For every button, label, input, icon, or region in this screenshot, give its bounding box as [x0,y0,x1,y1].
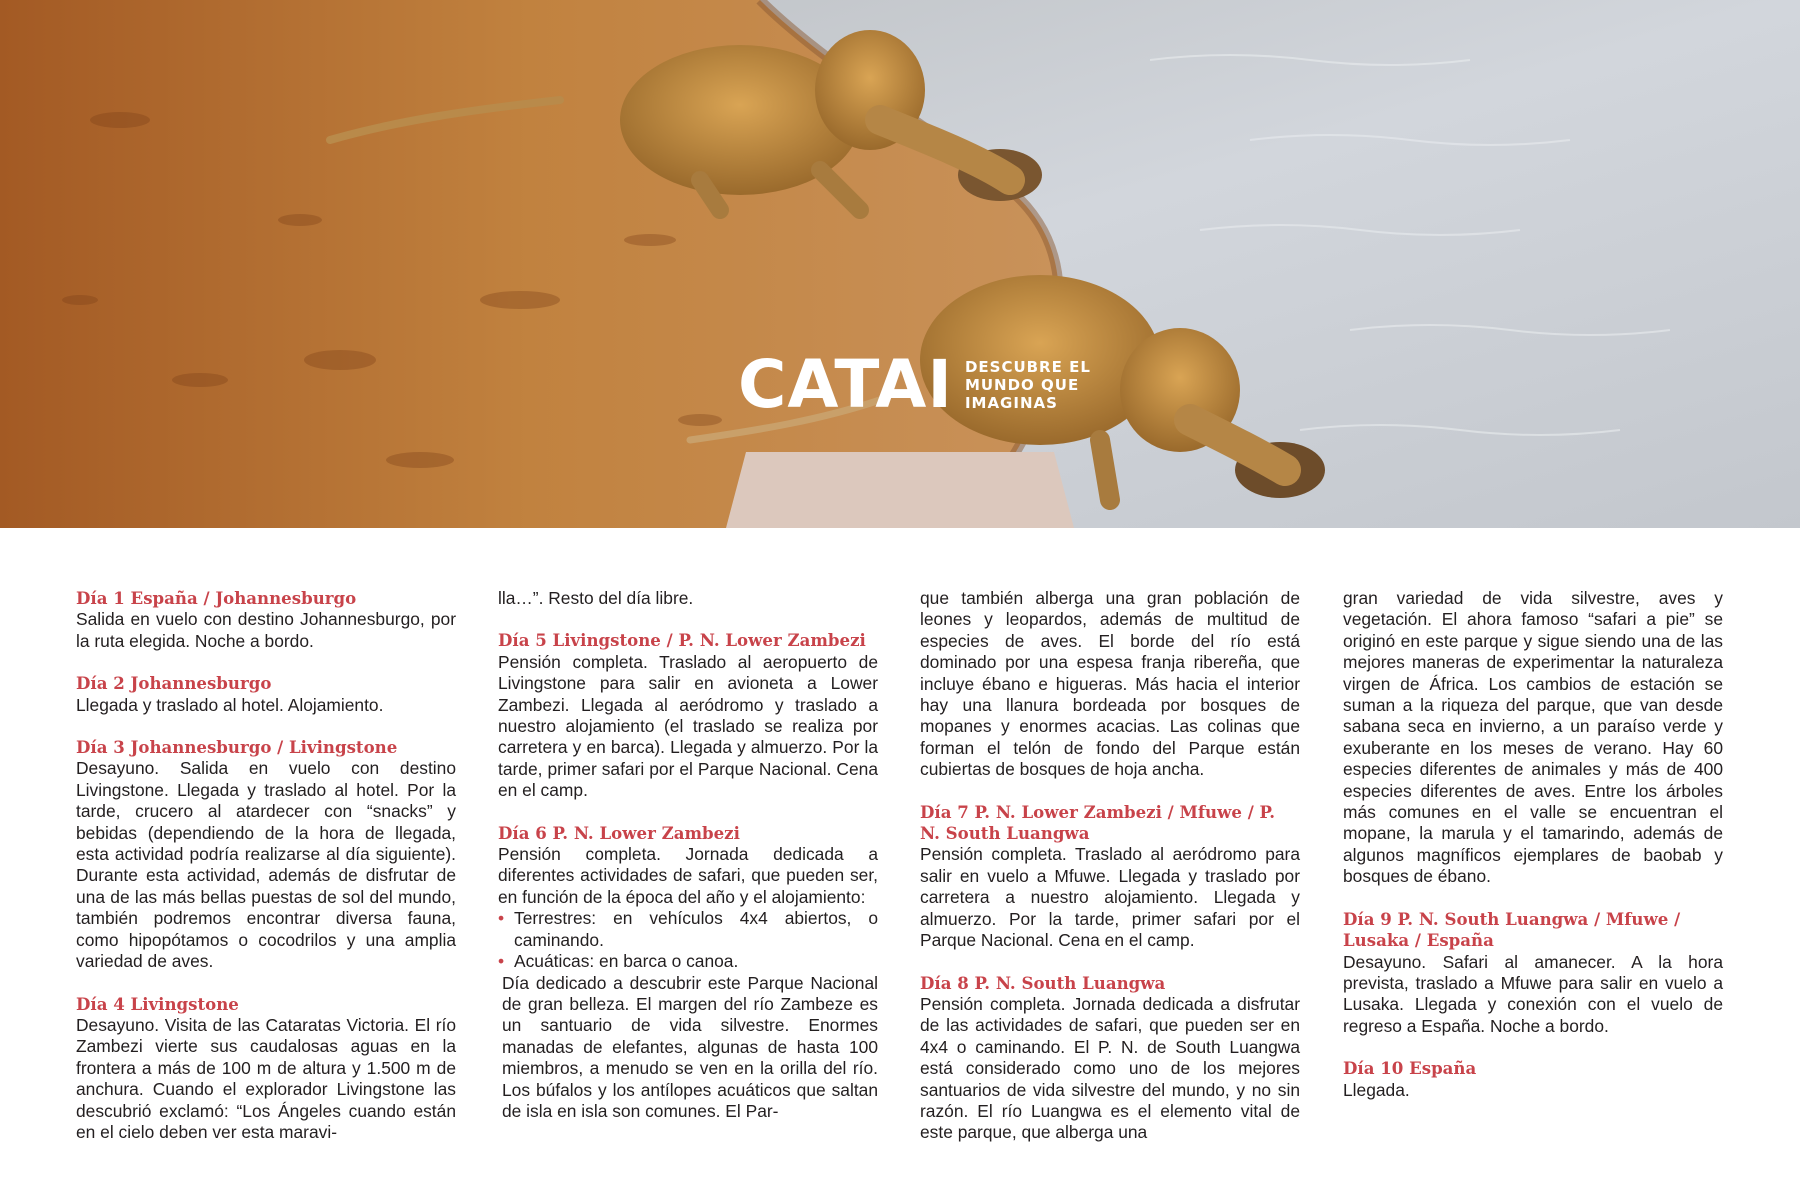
day-text: Pensión completa. Traslado al aeropuerto de Livingstone para salir en avioneta a Lower Zambezi. Llegada al aeródromo y traslado a nuestro alojamiento (el traslado se realiza por carretera y en barca). Llegada y almuerzo. Por la tarde, primer safari por el Parque Nacional. Cena en el camp. [498,651,878,801]
day-title: Día 1 España / Johannesburgo [76,588,357,608]
day-text: Llegada. [1343,1079,1410,1100]
logo-tagline [965,358,1091,412]
logo-wordmark: CATAI [738,346,953,423]
column-1 [76,588,456,1164]
day-title: Día 7 P. N. Lower Zambezi / Mfuwe / P. N. South Luangwa [920,801,1276,844]
day-1 [76,588,456,652]
tagline-line: DESCUBRE EL [964,358,1091,376]
day-6 [498,823,878,1123]
column-3 [920,588,1300,1165]
day-text: que también alberga una gran población de leones y leopardos, además de multitud de especies de aves. El borde del río está dominado por una espesa franja ribereña, que incluye ébano e higueras. Más hacia el interior hay una llanura bordeada por bosques de mopanes y enormes acacias. Las colinas que forman el telón de fondo del Parque están cubiertas de bosques de hoja ancha. [920,588,1300,780]
day-title: Día 10 España [1343,1058,1477,1079]
day-title: Día 2 Johannesburgo [76,673,272,694]
day-text: Pensión completa. Traslado al aeródromo para salir en vuelo a Mfuwe. Llegada y traslado por carretera a nuestro alojamiento. Llegada y almuerzo. Por la tarde, primer safari por el Parque Nacional. Cena en el camp. [920,844,1300,951]
day-4-continued [498,588,878,609]
day-text: gran variedad de vida silvestre, aves y vegetación. El ahora famoso “safari a pie” se originó en este parque y sigue siendo una de las mejores maneras de experimentar la naturaleza virgen de África. Los cambios de estación se suman a la riqueza del parque, que van desde sabana seca en invierno, a un paraíso verde y exuberante en los meses de verano. Hay 60 especies diferentes de animales y más de 400 especies diferentes de aves. Entre los árboles más comunes en el valle se encuentran el mopane, la marula y el tamarindo, además de algunos magníficos ejemplares de baobab y bosques de ébano. [1343,588,1723,887]
accent-panel [726,452,1074,528]
day-10 [1343,1058,1723,1101]
day-8-continued [1343,588,1723,888]
day-9 [1343,909,1723,1037]
day-text: Pensión completa. Jornada dedicada a diferentes actividades de safari, que pueden ser, en función de la época del año y el alojamiento: [498,844,878,907]
day-4 [76,994,456,1144]
day-text: lla…”. Resto del día libre. [498,588,694,608]
day-3 [76,737,456,972]
day-title: Día 6 P. N. Lower Zambezi [498,822,740,843]
list-item: • Acuáticas: en barca o canoa. [498,951,878,972]
day-text: Día dedicado a descubrir este Parque Nacional de gran belleza. El margen del río Zambeze es un santuario de vida silvestre. Enormes manadas de elefantes, algunas de hasta 100 miembros, a menudo se ven en la orilla del río. Los búfalos y los antílopes acuáticos que saltan de isla en isla son comunes. El Par- [502,972,878,1121]
day-5 [498,630,878,801]
day-title: Día 5 Livingstone / P. N. Lower Zambezi [498,630,866,651]
day-7 [920,802,1300,952]
hero-photo [0,0,1800,528]
column-2 [498,588,878,1122]
day-text: Pensión completa. Jornada dedicada a disfrutar de las actividades de safari, que pueden ser en 4x4 o caminando. El P. N. de South Luangwa está considerado como uno de los mejores santuarios de vida silvestre del mundo, y no sin razón. El río Luangwa es el elemento vital de este parque, que alberga una [920,993,1300,1143]
day-2 [76,673,456,716]
day-title: Día 4 Livingstone [76,993,239,1014]
day-title: Día 8 P. N. South Luangwa [920,972,1166,993]
catai-logo [738,346,1091,423]
day-text: Llegada y traslado al hotel. Alojamiento. [76,694,384,715]
day-text: Desayuno. Visita de las Cataratas Victoria. El río Zambezi vierte sus caudalosas aguas en la frontera a más de 100 m de altura y 1.500 m de anchura. Cuando el explorador Livingstone las descubrió exclamó: “Los Ángeles cuando están en el cielo deben ver esta maravi- [76,1014,456,1142]
day-text: Desayuno. Salida en vuelo con destino Livingstone. Llegada y traslado al hotel. Por la tarde, crucero al atardecer con “snacks” y bebidas (dependiendo de la hora de llegada, esta actividad podría realizarse al día siguiente). Durante esta actividad, además de disfrutar de una de las más bellas puestas de sol del mundo, también podremos encontrar diversa fauna, como hipopótamos o cocodrilos y una amplia variedad de aves. [76,758,456,972]
day-title: Día 9 P. N. South Luangwa / Mfuwe / Lusaka / España [1343,908,1681,951]
day-text: Salida en vuelo con destino Johannesburgo, por la ruta elegida. Noche a bordo. [76,609,456,651]
tagline-line: MUNDO QUE [964,376,1080,394]
baboons-drinking-illustration [0,0,1800,528]
tagline-line: IMAGINAS [964,394,1058,412]
day-6-continued [920,588,1300,781]
day-8 [920,973,1300,1144]
day-text: Desayuno. Safari al amanecer. A la hora prevista, traslado a Mfuwe para salir en vuelo a Lusaka. Llegada y conexión con el vuelo de regreso a España. Noche a bordo. [1343,951,1723,1036]
column-4 [1343,588,1723,1122]
list-item: • Terrestres: en vehículos 4x4 abiertos, o caminando. [498,908,878,951]
activity-list [498,908,878,972]
day-title: Día 3 Johannesburgo / Livingstone [76,737,398,758]
